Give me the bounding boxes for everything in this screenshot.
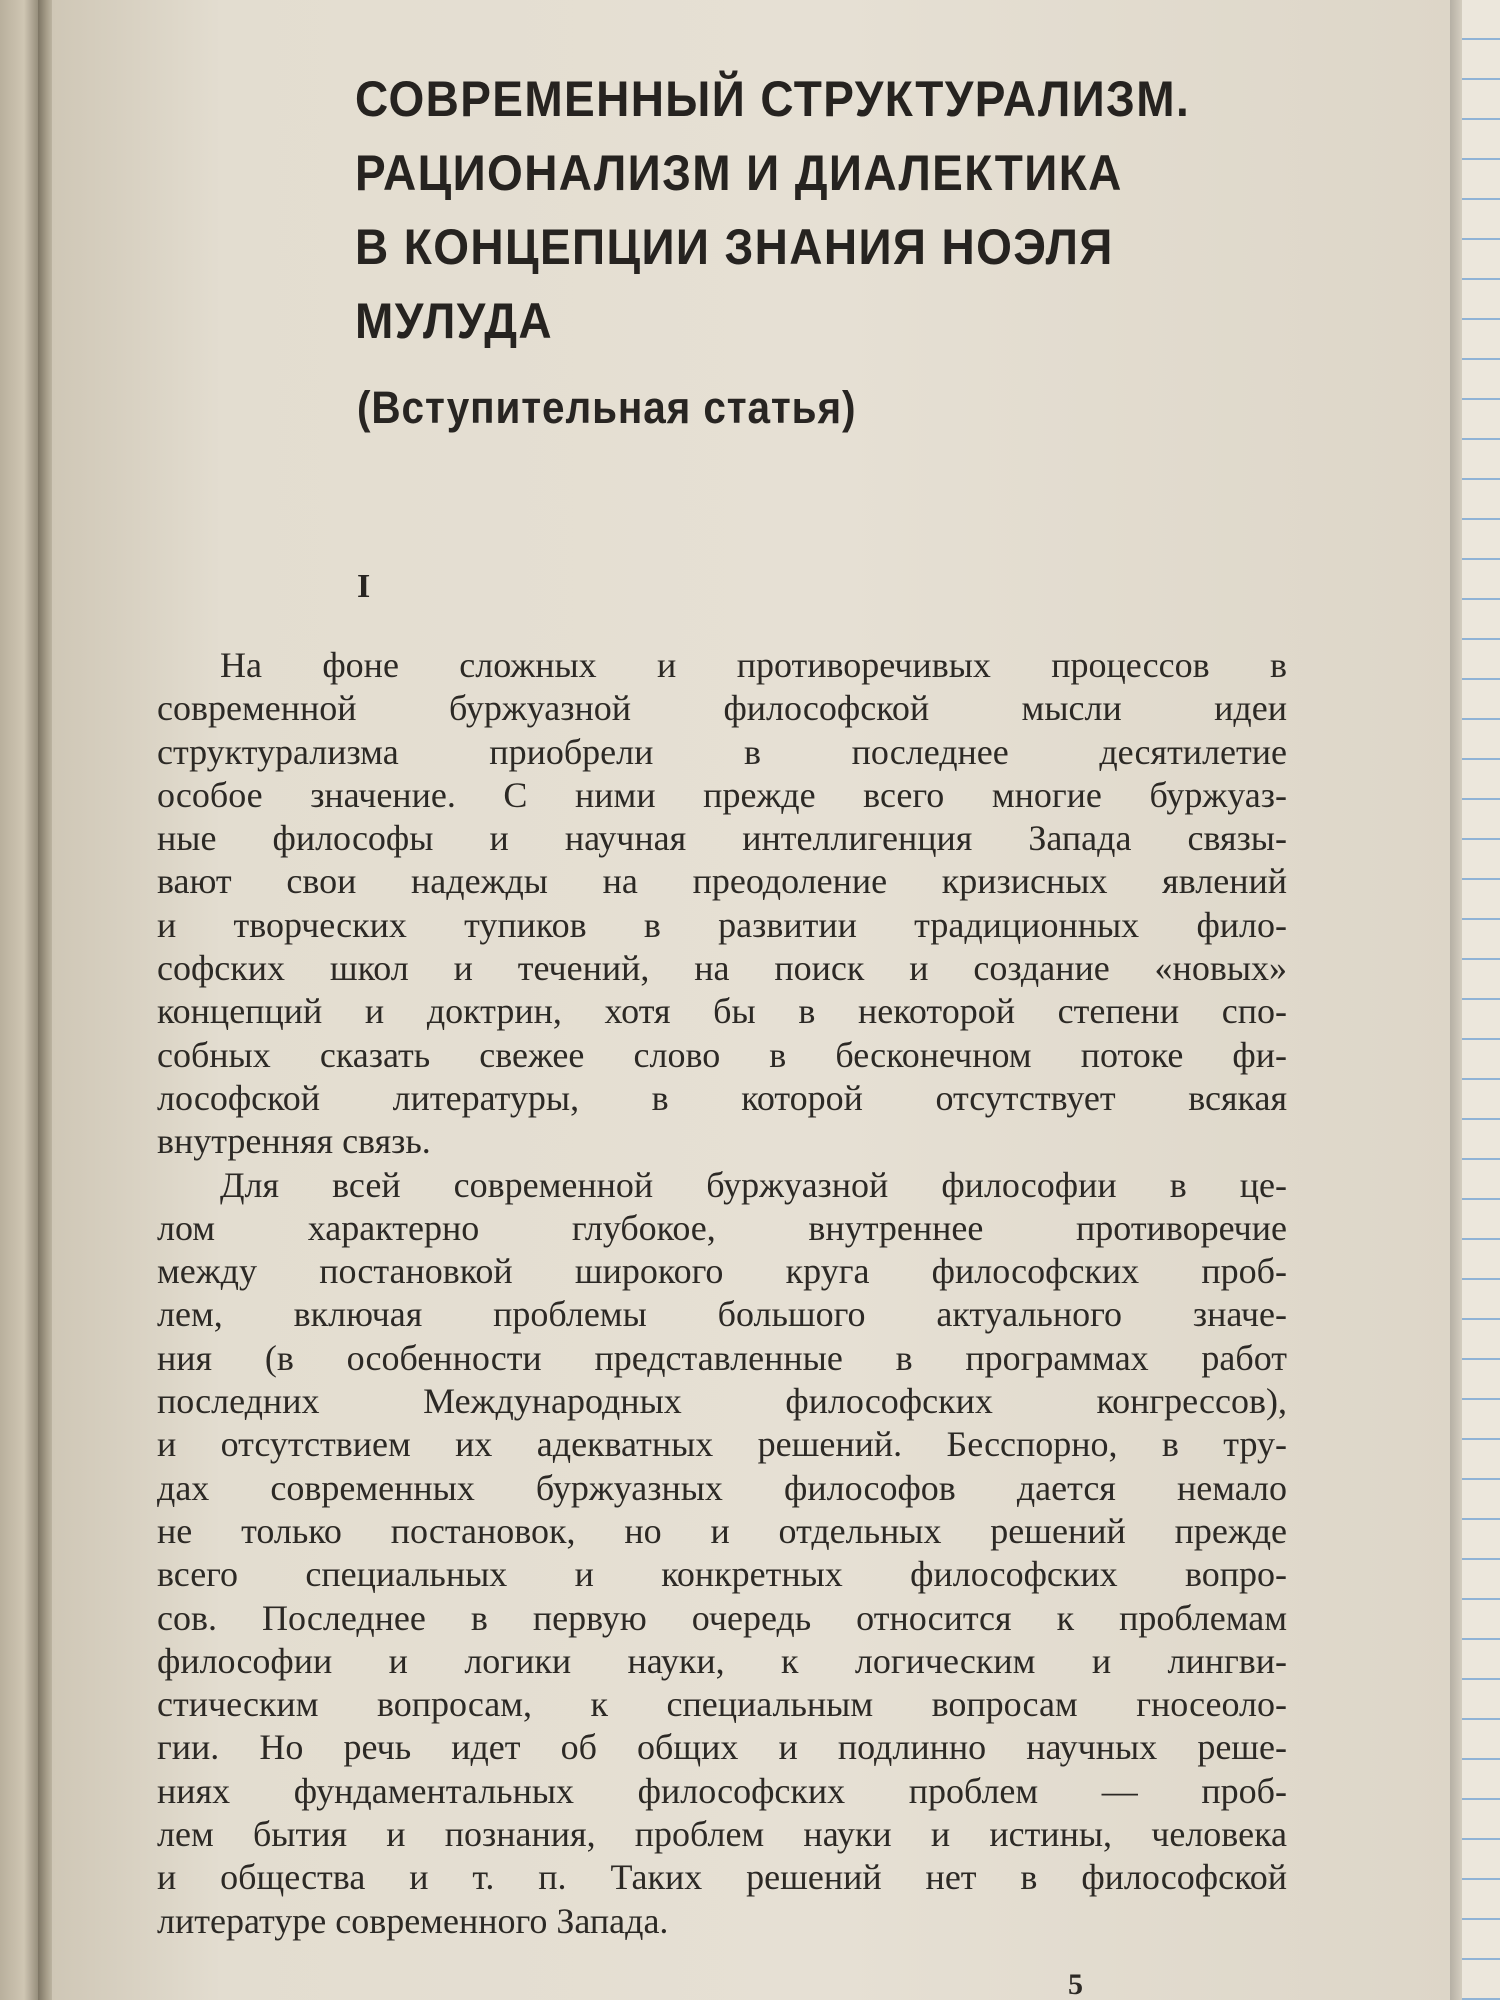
text-line: сов. Последнее в первую очередь относится к проблемам (157, 1597, 1287, 1638)
text-line: между постановкой широкого круга философских проб- (157, 1251, 1287, 1292)
text-line: внутренняя связь. (157, 1121, 431, 1162)
title-line: В КОНЦЕПЦИИ ЗНАНИЯ НОЭЛЯ (355, 219, 1114, 275)
text-line: последних Международных философских конгрессов), (157, 1381, 1287, 1422)
text-line: и отсутствием их адекватных решений. Бесспорно, в тру- (157, 1424, 1287, 1465)
text-line: лем, включая проблемы большого актуального значе- (157, 1294, 1287, 1335)
text-line: стическим вопросам, к специальным вопросам гносеоло- (157, 1684, 1287, 1725)
text-line: лом характерно глубокое, внутреннее противоречие (157, 1207, 1287, 1248)
text-line: структурализма приобрели в последнее десятилетие (157, 731, 1287, 772)
text-line: ниях фундаментальных философских проблем — проб- (157, 1770, 1287, 1811)
text-line: концепций и доктрин, хотя бы в некоторой степени спо- (157, 991, 1287, 1032)
chapter-title (355, 62, 1275, 358)
text-line: и общества и т. п. Таких решений нет в философской (157, 1857, 1287, 1898)
text-line: ния (в особенности представленные в программах работ (157, 1337, 1287, 1378)
text-line: софских школ и течений, на поиск и создание «новых» (157, 948, 1287, 989)
notebook-edge (1462, 0, 1500, 2000)
text-line: Для всей современной буржуазной философии в це- (220, 1164, 1287, 1205)
text-line: ные философы и научная интеллигенция Запада связы- (157, 818, 1287, 859)
text-line: лософской литературы, в которой отсутствует всякая (157, 1077, 1287, 1118)
text-line: собных сказать свежее слово в бесконечном потоке фи- (157, 1034, 1287, 1075)
body-text (157, 644, 1287, 1943)
text-line: и творческих тупиков в развитии традиционных фило- (157, 904, 1287, 945)
chapter-subtitle: (Вступительная статья) (357, 382, 857, 433)
title-line: МУЛУДА (355, 293, 554, 349)
adjacent-left-page (0, 0, 40, 2000)
title-line: СОВРЕМЕННЫЙ СТРУКТУРАЛИЗМ. (355, 71, 1191, 127)
paragraph-2 (157, 1164, 1287, 1943)
text-line: современной буржуазной философской мысли идеи (157, 688, 1287, 729)
title-line: РАЦИОНАЛИЗМ И ДИАЛЕКТИКА (355, 145, 1123, 201)
section-number: I (357, 568, 371, 605)
text-line: философии и логики науки, к логическим и лингви- (157, 1640, 1287, 1681)
text-line: особое значение. С ними прежде всего многие буржуаз- (157, 774, 1287, 815)
text-line: литературе современного Запада. (157, 1900, 669, 1941)
text-line: лем бытия и познания, проблем науки и истины, человека (157, 1814, 1287, 1855)
paragraph-1 (157, 644, 1287, 1164)
text-line: дах современных буржуазных философов дается немало (157, 1467, 1287, 1508)
page-number: 5 (1068, 1968, 1083, 2000)
text-line: не только постановок, но и отдельных решений прежде (157, 1510, 1287, 1551)
text-line: всего специальных и конкретных философских вопро- (157, 1554, 1287, 1595)
text-line: гии. Но речь идет об общих и подлинно научных реше- (157, 1727, 1287, 1768)
text-line: На фоне сложных и противоречивых процессов в (220, 645, 1287, 685)
text-line: вают свои надежды на преодоление кризисных явлений (157, 861, 1287, 902)
